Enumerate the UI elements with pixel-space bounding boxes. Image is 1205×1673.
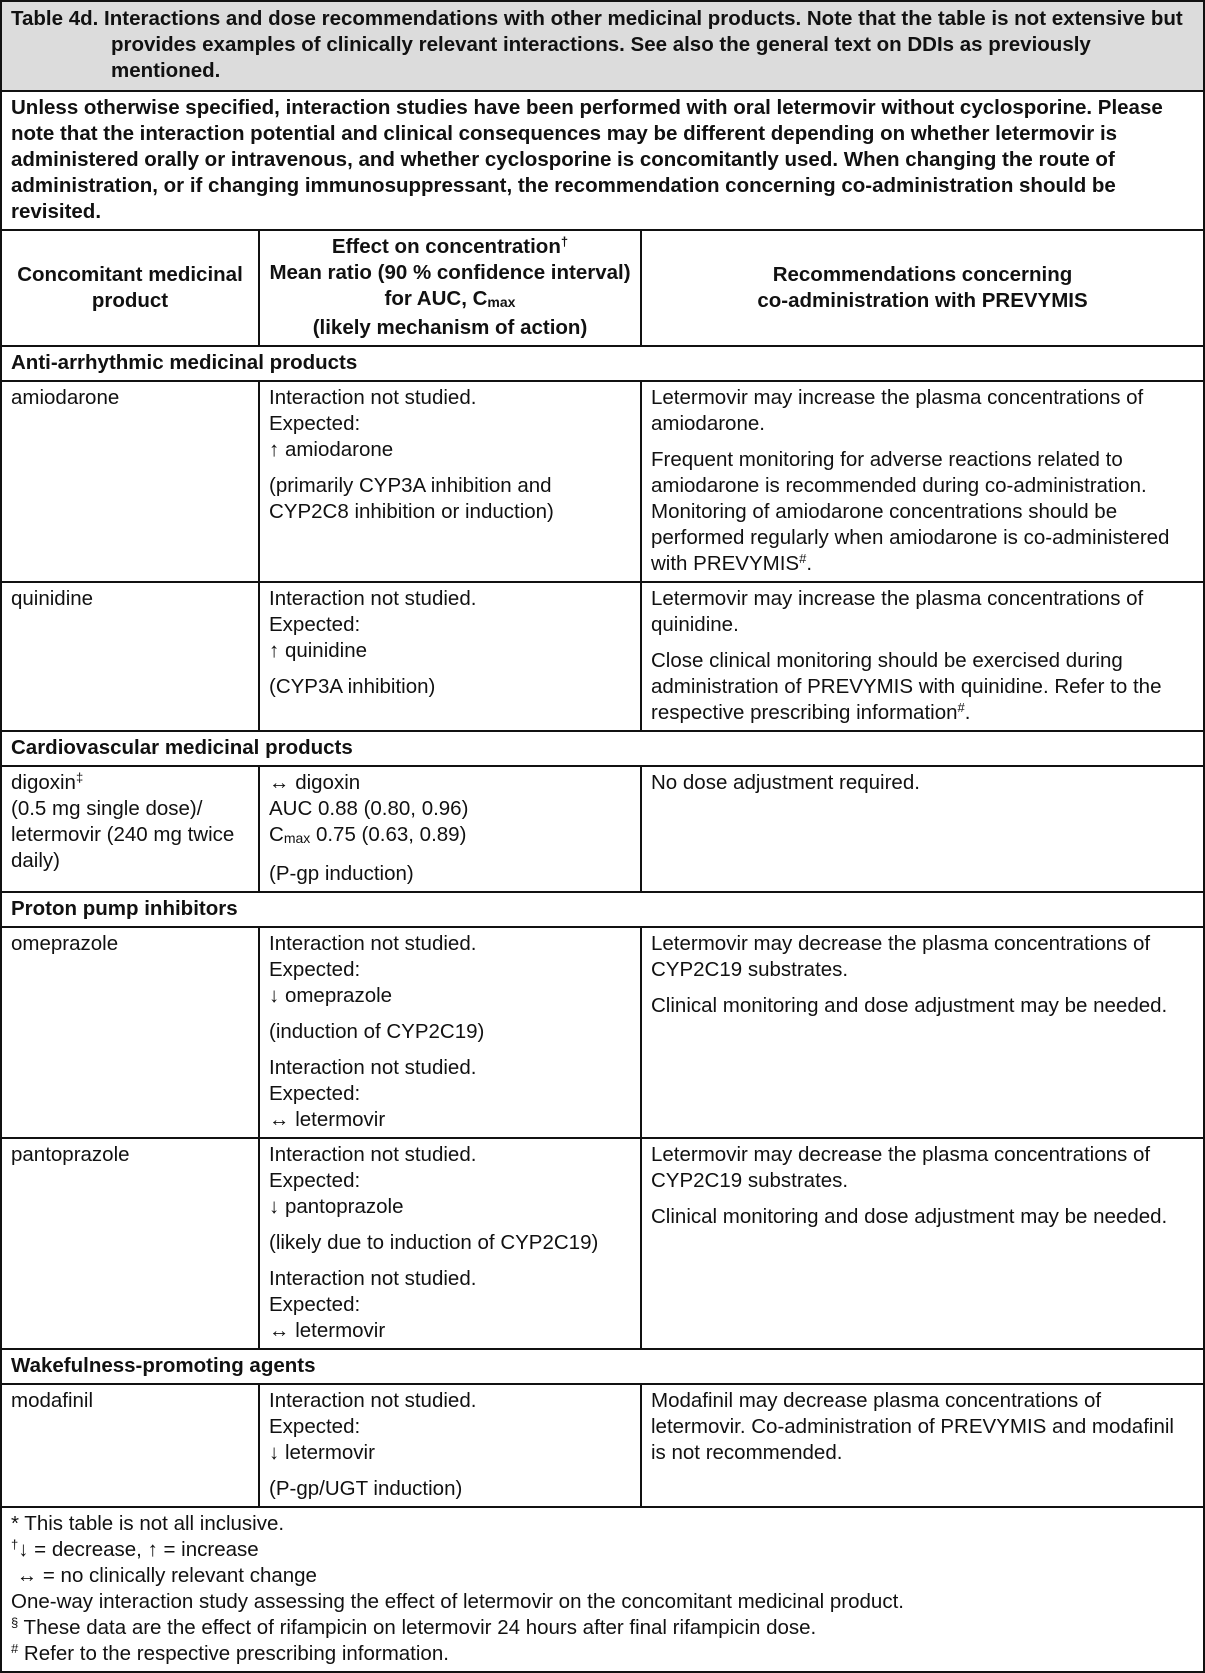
- footnote: [11, 1537, 1194, 1563]
- effect-line: (P-gp/UGT induction): [269, 1477, 463, 1500]
- effect-cell: [259, 1384, 641, 1507]
- header-concomitant-product: Concomitant medicinal product: [1, 230, 259, 346]
- table-caption: [1, 1, 1204, 91]
- recommendation-text: Clinical monitoring and dose adjustment may be needed.: [651, 994, 1168, 1017]
- effect-line: (induction of CYP2C19): [269, 1020, 485, 1043]
- product-name: digoxin: [11, 771, 76, 794]
- section-sup: §: [11, 1615, 19, 1630]
- header-effect-line3: for AUC, C: [384, 287, 488, 310]
- product-cell: pantoprazole: [1, 1138, 259, 1349]
- product-cell: [1, 766, 259, 892]
- effect-line: Expected:: [269, 1169, 361, 1192]
- effect-line: (likely due to induction of CYP2C19): [269, 1231, 599, 1254]
- section-row: [1, 1349, 1204, 1384]
- double-dagger-sup: ‡: [75, 770, 84, 785]
- section-wakefulness-promoting: Wakefulness-promoting agents: [1, 1349, 1204, 1384]
- table-row: [1, 1138, 1204, 1349]
- dagger-sup: †: [560, 234, 569, 249]
- effect-cell: [259, 582, 641, 731]
- header-effect-line4: (likely mechanism of action): [312, 316, 588, 339]
- cmax-sub: max: [283, 830, 311, 846]
- table-row: [1, 582, 1204, 731]
- effect-line: Expected:: [269, 412, 361, 435]
- table-row: [1, 927, 1204, 1138]
- effect-line: Expected:: [269, 1293, 361, 1316]
- caption-label: Table 4d.: [11, 7, 99, 30]
- effect-line: ↑ quinidine: [269, 639, 368, 662]
- section-row: [1, 346, 1204, 381]
- caption-text: Interactions and dose recommendations with other medicinal products. Note that the table is not extensive but provides examples of clinically relevant interactions. See also the general text on DDIs as previously mentioned.: [104, 7, 1183, 82]
- recommendation-cell: [641, 927, 1204, 1138]
- footnote-row: [1, 1507, 1204, 1672]
- recommendation-text: Clinical monitoring and dose adjustment may be needed.: [651, 1205, 1168, 1228]
- header-recommendations: [641, 230, 1204, 346]
- effect-line: Expected:: [269, 613, 361, 636]
- footnote-text: Refer to the respective prescribing information.: [18, 1642, 449, 1665]
- hash-sup: #: [957, 700, 965, 715]
- effect-line: Interaction not studied.: [269, 386, 477, 409]
- period: .: [806, 552, 813, 575]
- table-row: [1, 381, 1204, 582]
- period: .: [964, 701, 971, 724]
- section-proton-pump-inhibitors: Proton pump inhibitors: [1, 892, 1204, 927]
- recommendation-text: Letermovir may decrease the plasma concentrations of CYP2C19 substrates.: [651, 932, 1151, 981]
- recommendation-text: Letermovir may decrease the plasma concentrations of CYP2C19 substrates.: [651, 1143, 1151, 1192]
- effect-line: ↔ letermovir: [269, 1319, 386, 1342]
- hash-sup: #: [11, 1641, 19, 1656]
- effect-cell: [259, 1138, 641, 1349]
- recommendation-cell: Modafinil may decrease plasma concentrations of letermovir. Co-administration of PREVYMIS and modafinil is not recommended.: [641, 1384, 1204, 1507]
- footnote: One-way interaction study assessing the effect of letermovir on the concomitant medicinal product.: [11, 1590, 904, 1613]
- product-cell: modafinil: [1, 1384, 259, 1507]
- header-effect-on-concentration: [259, 230, 641, 346]
- effect-line: CYP2C8 inhibition or induction): [269, 500, 554, 523]
- section-anti-arrhythmic: Anti-arrhythmic medicinal products: [1, 346, 1204, 381]
- intro-text: Unless otherwise specified, interaction studies have been performed with oral letermovir without cyclosporine. Please note that the interaction potential and clinical consequences may be different depending on whether letermovir is administered orally or intravenous, and whether cyclosporine is concomitantly used. When changing the route of administration, or if changing immunosuppressant, the recommendation concerning co-administration should be revisited.: [1, 91, 1204, 230]
- effect-line: Interaction not studied.: [269, 1389, 477, 1412]
- effect-line: (CYP3A inhibition): [269, 675, 436, 698]
- effect-line: Expected:: [269, 1415, 361, 1438]
- effect-line: ↑ amiodarone: [269, 438, 394, 461]
- recommendation-text: Letermovir may increase the plasma concentrations of amiodarone.: [651, 386, 1144, 435]
- product-cell: amiodarone: [1, 381, 259, 582]
- footnote-text: ↓ = decrease, ↑ = increase: [18, 1538, 259, 1561]
- header-effect-line1: Effect on concentration: [331, 235, 561, 258]
- footnote: [11, 1615, 1194, 1641]
- product-cell: quinidine: [1, 582, 259, 731]
- effect-cell: [259, 381, 641, 582]
- recommendation-body: Frequent monitoring for adverse reactions related to amiodarone is recommended during co-administration. Monitoring of amiodarone concentrations should be performed regularly when amiodarone is co-administered with PREVYMIS: [651, 448, 1170, 575]
- section-row: [1, 731, 1204, 766]
- effect-line: (primarily CYP3A inhibition and: [269, 474, 552, 497]
- header-rec-line1: Recommendations concerning: [772, 262, 1073, 286]
- recommendation-text: [651, 447, 1194, 577]
- recommendation-cell: [641, 582, 1204, 731]
- effect-cell: [259, 927, 641, 1138]
- header-rec-line2: co-administration with PREVYMIS: [757, 288, 1088, 312]
- cmax-c: C: [269, 823, 284, 846]
- effect-line: Interaction not studied.: [269, 1143, 477, 1166]
- recommendation-text: [651, 648, 1194, 726]
- effect-line: ↔ digoxin: [269, 771, 361, 794]
- product-cell: omeprazole: [1, 927, 259, 1138]
- table-row: [1, 766, 1204, 892]
- header-cmax-sub: max: [487, 294, 516, 310]
- effect-line: AUC 0.88 (0.80, 0.96): [269, 797, 469, 820]
- cmax-value: 0.75 (0.63, 0.89): [310, 823, 467, 846]
- effect-line: Interaction not studied.: [269, 1056, 477, 1079]
- effect-line: ↓ pantoprazole: [269, 1195, 404, 1218]
- table-row: [1, 1384, 1204, 1507]
- recommendation-cell: [641, 1138, 1204, 1349]
- recommendation-cell: [641, 381, 1204, 582]
- footnote: [11, 1641, 1194, 1667]
- section-row: [1, 892, 1204, 927]
- effect-line: ↔ letermovir: [269, 1108, 386, 1131]
- product-detail: letermovir (240 mg twice daily): [11, 823, 235, 872]
- effect-cell: [259, 766, 641, 892]
- hash-sup: #: [799, 551, 807, 566]
- dagger-sup: †: [11, 1537, 19, 1552]
- product-detail: (0.5 mg single dose)/: [11, 797, 203, 820]
- effect-line: ↓ letermovir: [269, 1441, 375, 1464]
- footnote: * This table is not all inclusive.: [11, 1512, 285, 1535]
- recommendation-text: Letermovir may increase the plasma concentrations of quinidine.: [651, 587, 1144, 636]
- caption-row: [1, 1, 1204, 91]
- recommendation-cell: No dose adjustment required.: [641, 766, 1204, 892]
- footnote: ↔ = no clinically relevant change: [11, 1564, 317, 1587]
- effect-line: Expected:: [269, 1082, 361, 1105]
- effect-line: Expected:: [269, 958, 361, 981]
- header-effect-line2: Mean ratio (90 % confidence interval): [269, 261, 631, 284]
- footnote-text: These data are the effect of rifampicin on letermovir 24 hours after final rifampicin dose.: [18, 1616, 817, 1639]
- section-cardiovascular: Cardiovascular medicinal products: [1, 731, 1204, 766]
- intro-row: [1, 91, 1204, 230]
- effect-line: (P-gp induction): [269, 862, 414, 885]
- effect-line: Interaction not studied.: [269, 932, 477, 955]
- effect-line: Interaction not studied.: [269, 1267, 477, 1290]
- header-row: [1, 230, 1204, 346]
- effect-line: [269, 822, 631, 851]
- recommendation-body: Close clinical monitoring should be exercised during administration of PREVYMIS with quinidine. Refer to the respective prescribing information: [651, 649, 1162, 724]
- effect-line: Interaction not studied.: [269, 587, 477, 610]
- footnotes: [1, 1507, 1204, 1672]
- effect-line: ↓ omeprazole: [269, 984, 393, 1007]
